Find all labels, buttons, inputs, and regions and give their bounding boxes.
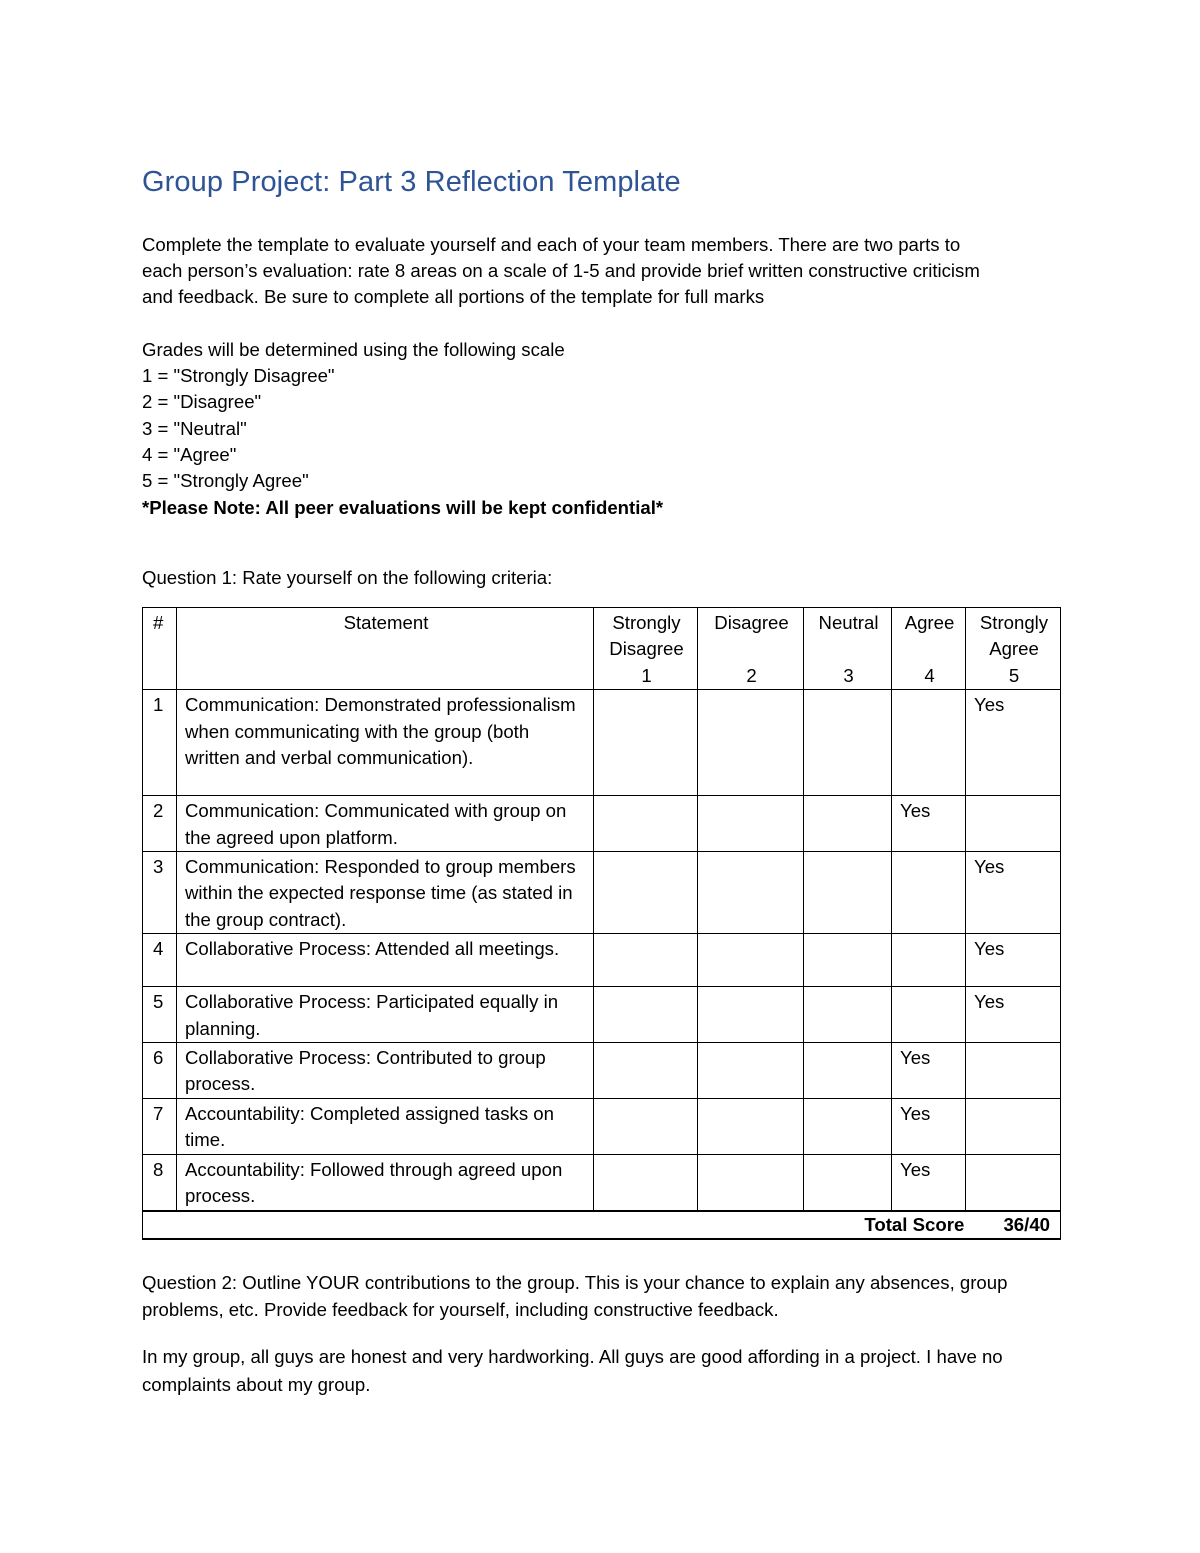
rating-cell-1[interactable] bbox=[594, 1043, 698, 1099]
row-number: 2 bbox=[143, 796, 177, 852]
scale-heading: Grades will be determined using the following scale bbox=[142, 339, 565, 360]
intro-line-3: and feedback. Be sure to complete all portions of the template for full marks bbox=[142, 286, 765, 307]
rating-cell-2[interactable] bbox=[698, 987, 804, 1043]
scale-item-4: 4 = "Agree" bbox=[142, 444, 237, 465]
rating-cell-5[interactable]: Yes bbox=[966, 934, 1061, 987]
rating-cell-1[interactable] bbox=[594, 690, 698, 796]
table-row bbox=[143, 1154, 1061, 1210]
rating-cell-4[interactable] bbox=[892, 987, 966, 1043]
rating-cell-4[interactable] bbox=[892, 852, 966, 934]
rating-cell-2[interactable] bbox=[698, 1043, 804, 1099]
page-title: Group Project: Part 3 Reflection Template bbox=[142, 166, 681, 198]
table-header-row bbox=[143, 608, 1061, 690]
header-agree bbox=[892, 608, 966, 690]
row-statement: Communication: Communicated with group on the agreed upon platform. bbox=[177, 796, 594, 852]
question-1: Question 1: Rate yourself on the following criteria: bbox=[142, 567, 553, 588]
header-disagree-value: 2 bbox=[746, 664, 757, 686]
rating-cell-1[interactable] bbox=[594, 1154, 698, 1210]
row-number: 5 bbox=[143, 987, 177, 1043]
rating-cell-1[interactable] bbox=[594, 796, 698, 852]
scale-item-1: 1 = "Strongly Disagree" bbox=[142, 365, 335, 386]
rating-table bbox=[142, 607, 1061, 1240]
rating-cell-5[interactable] bbox=[966, 1043, 1061, 1099]
rating-cell-3[interactable] bbox=[804, 1098, 892, 1154]
total-score-label: Total Score bbox=[864, 1213, 965, 1235]
rating-cell-4[interactable]: Yes bbox=[892, 796, 966, 852]
rating-cell-5[interactable] bbox=[966, 1098, 1061, 1154]
rating-cell-4[interactable] bbox=[892, 934, 966, 987]
rating-cell-3[interactable] bbox=[804, 852, 892, 934]
header-agree-value: 4 bbox=[924, 664, 935, 686]
row-statement: Accountability: Completed assigned tasks on time. bbox=[177, 1098, 594, 1154]
table-row bbox=[143, 987, 1061, 1043]
rating-cell-3[interactable] bbox=[804, 987, 892, 1043]
row-statement: Accountability: Followed through agreed upon process. bbox=[177, 1154, 594, 1210]
row-number: 6 bbox=[143, 1043, 177, 1099]
row-number: 8 bbox=[143, 1154, 177, 1210]
rating-cell-4[interactable]: Yes bbox=[892, 1098, 966, 1154]
table-row bbox=[143, 796, 1061, 852]
rating-cell-2[interactable] bbox=[698, 934, 804, 987]
header-neutral-value: 3 bbox=[843, 664, 854, 686]
header-statement: Statement bbox=[177, 608, 594, 690]
rating-cell-5[interactable]: Yes bbox=[966, 852, 1061, 934]
header-strongly-agree-line2: Agree bbox=[989, 638, 1039, 660]
rating-cell-4[interactable] bbox=[892, 690, 966, 796]
question-2-line-2: problems, etc. Provide feedback for yourself, including constructive feedback. bbox=[142, 1299, 779, 1320]
header-agree-line1: Agree bbox=[904, 612, 955, 633]
table-row bbox=[143, 690, 1061, 796]
header-strongly-disagree-line2: Disagree bbox=[609, 638, 684, 660]
rating-cell-3[interactable] bbox=[804, 1043, 892, 1099]
header-strongly-disagree-line1: Strongly bbox=[612, 612, 681, 633]
rating-cell-5[interactable]: Yes bbox=[966, 690, 1061, 796]
rating-cell-1[interactable] bbox=[594, 987, 698, 1043]
total-score-value: 36/40 bbox=[1003, 1213, 1050, 1235]
row-number: 1 bbox=[143, 690, 177, 796]
rating-cell-3[interactable] bbox=[804, 690, 892, 796]
rating-cell-3[interactable] bbox=[804, 1154, 892, 1210]
row-number: 3 bbox=[143, 852, 177, 934]
header-disagree-line1: Disagree bbox=[714, 612, 789, 633]
row-statement: Collaborative Process: Participated equally in planning. bbox=[177, 987, 594, 1043]
row-statement: Communication: Demonstrated professionalism when communicating with the group (both written and verbal communication). bbox=[177, 690, 594, 796]
header-neutral bbox=[804, 608, 892, 690]
intro-line-2: each person’s evaluation: rate 8 areas on a scale of 1-5 and provide brief written constructive criticism bbox=[142, 260, 980, 281]
header-strongly-agree-value: 5 bbox=[1008, 664, 1020, 686]
rating-cell-1[interactable] bbox=[594, 852, 698, 934]
rating-cell-2[interactable] bbox=[698, 796, 804, 852]
rating-cell-1[interactable] bbox=[594, 934, 698, 987]
rating-cell-2[interactable] bbox=[698, 1154, 804, 1210]
table-row bbox=[143, 1098, 1061, 1154]
header-num: # bbox=[143, 608, 177, 690]
table-row bbox=[143, 852, 1061, 934]
confidential-note: *Please Note: All peer evaluations will be kept confidential* bbox=[142, 497, 664, 518]
rating-cell-1[interactable] bbox=[594, 1098, 698, 1154]
rating-cell-4[interactable]: Yes bbox=[892, 1043, 966, 1099]
header-strongly-agree bbox=[966, 608, 1061, 690]
rating-cell-2[interactable] bbox=[698, 852, 804, 934]
row-number: 4 bbox=[143, 934, 177, 987]
row-statement: Communication: Responded to group members within the expected response time (as stated in the group contract). bbox=[177, 852, 594, 934]
rating-cell-4[interactable]: Yes bbox=[892, 1154, 966, 1210]
rating-cell-2[interactable] bbox=[698, 1098, 804, 1154]
header-neutral-line1: Neutral bbox=[818, 612, 879, 633]
scale-item-5: 5 = "Strongly Agree" bbox=[142, 470, 309, 491]
table-row bbox=[143, 934, 1061, 987]
rating-cell-2[interactable] bbox=[698, 690, 804, 796]
scale-item-2: 2 = "Disagree" bbox=[142, 391, 262, 412]
row-statement: Collaborative Process: Attended all meetings. bbox=[177, 934, 594, 987]
header-disagree bbox=[698, 608, 804, 690]
total-score-cell bbox=[143, 1211, 1061, 1239]
header-strongly-agree-line1: Strongly bbox=[979, 612, 1049, 633]
rating-cell-3[interactable] bbox=[804, 934, 892, 987]
question-2-line-1: Question 2: Outline YOUR contributions to the group. This is your chance to explain any absences, group bbox=[142, 1272, 1008, 1293]
answer-2-line-1: In my group, all guys are honest and very hardworking. All guys are good affording in a project. I have no bbox=[142, 1346, 1003, 1367]
rating-cell-3[interactable] bbox=[804, 796, 892, 852]
scale-item-3: 3 = "Neutral" bbox=[142, 418, 247, 439]
intro-line-1: Complete the template to evaluate yourself and each of your team members. There are two parts to bbox=[142, 234, 961, 255]
rating-cell-5[interactable] bbox=[966, 1154, 1061, 1210]
rating-cell-5[interactable] bbox=[966, 796, 1061, 852]
answer-2-line-2: complaints about my group. bbox=[142, 1374, 371, 1395]
rating-cell-5[interactable]: Yes bbox=[966, 987, 1061, 1043]
table-row bbox=[143, 1043, 1061, 1099]
row-number: 7 bbox=[143, 1098, 177, 1154]
row-statement: Collaborative Process: Contributed to group process. bbox=[177, 1043, 594, 1099]
total-score-row bbox=[143, 1211, 1061, 1239]
header-strongly-disagree-value: 1 bbox=[641, 664, 652, 686]
header-strongly-disagree bbox=[594, 608, 698, 690]
